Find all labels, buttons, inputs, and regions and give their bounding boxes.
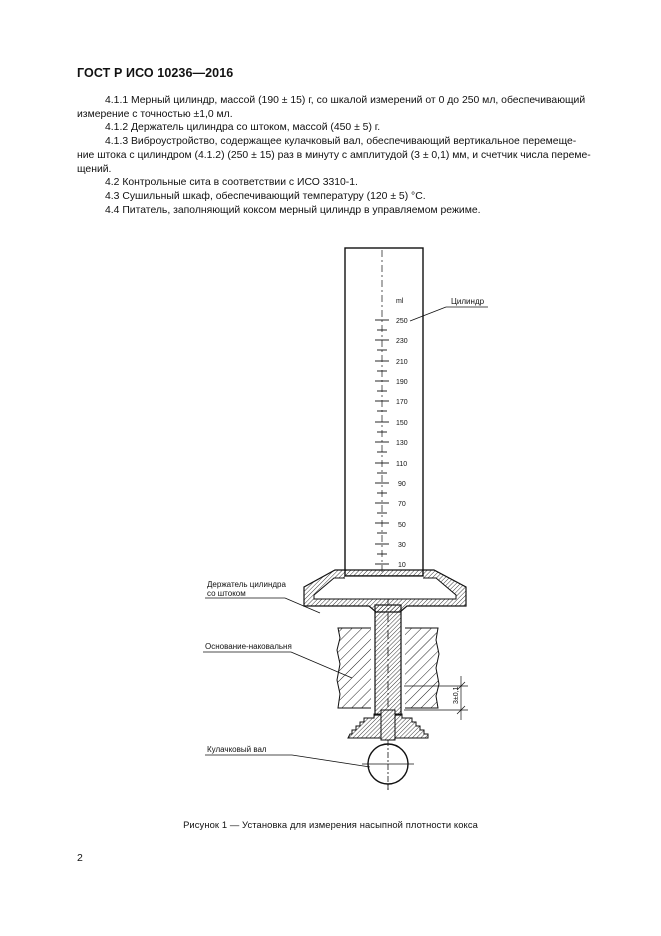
cylinder-holder <box>304 570 466 612</box>
scale-unit: ml <box>396 298 404 305</box>
amplitude-label: 3±0,1 <box>453 686 460 704</box>
rod-foot <box>348 710 428 740</box>
paragraph-4-1-3-end: щений. <box>77 163 112 175</box>
paragraph-4-1-1-cont: измерение с точностью ±1,0 мл. <box>77 108 233 120</box>
scale-label-210: 210 <box>396 359 408 366</box>
label-camshaft-text: Кулачковый вал <box>207 745 267 754</box>
scale-label-130: 130 <box>396 440 408 447</box>
scale-label-50: 50 <box>398 522 406 529</box>
paragraph-4-3: 4.3 Сушильный шкаф, обеспечивающий температуру (120 ± 5) °C. <box>105 190 426 202</box>
paragraph-4-1-3-cont: ние штока с цилиндром (4.1.2) (250 ± 15) раз в минуту с амплитудой (3 ± 0,1) мм, и счетчик числа переме- <box>77 149 591 161</box>
scale-label-150: 150 <box>396 420 408 427</box>
label-holder-line1: Держатель цилиндра <box>207 580 286 589</box>
scale-label-170: 170 <box>396 399 408 406</box>
scale-label-250: 250 <box>396 318 408 325</box>
label-anvil-text: Основание-наковальня <box>205 642 292 651</box>
scale-label-90: 90 <box>398 481 406 488</box>
label-anvil <box>203 642 352 678</box>
paragraph-4-4: 4.4 Питатель, заполняющий коксом мерный цилиндр в управляемом режиме. <box>105 204 481 216</box>
paragraph-4-1-2: 4.1.2 Держатель цилиндра со штоком, массой (450 ± 5) г. <box>105 122 381 134</box>
paragraph-4-1-1: 4.1.1 Мерный цилиндр, массой (190 ± 15) г, со шкалой измерений от 0 до 250 мл, обеспечивающий <box>105 95 586 106</box>
label-holder <box>205 580 320 613</box>
scale-label-230: 230 <box>396 338 408 345</box>
scale-label-110: 110 <box>396 461 408 468</box>
paragraph-4-1-3: 4.1.3 Виброустройство, содержащее кулачковый вал, обеспечивающий вертикальное перемеще- <box>105 136 577 148</box>
scale-label-190: 190 <box>396 379 408 386</box>
scale-label-30: 30 <box>398 542 406 549</box>
measuring-cylinder <box>345 248 423 576</box>
label-holder-line2: со штоком <box>207 589 246 598</box>
label-cylinder-text: Цилиндр <box>451 297 485 306</box>
figure-caption: Рисунок 1 — Установка для измерения насыпной плотности кокса <box>183 819 478 830</box>
scale-label-70: 70 <box>398 501 406 508</box>
paragraph-4-2: 4.2 Контрольные сита в соответствии с ИСО 3310-1. <box>105 177 358 189</box>
camshaft <box>362 740 414 790</box>
page-number: 2 <box>77 852 83 864</box>
scale-label-10: 10 <box>398 562 406 569</box>
document-header: ГОСТ Р ИСО 10236—2016 <box>77 66 234 80</box>
label-camshaft <box>205 745 370 767</box>
